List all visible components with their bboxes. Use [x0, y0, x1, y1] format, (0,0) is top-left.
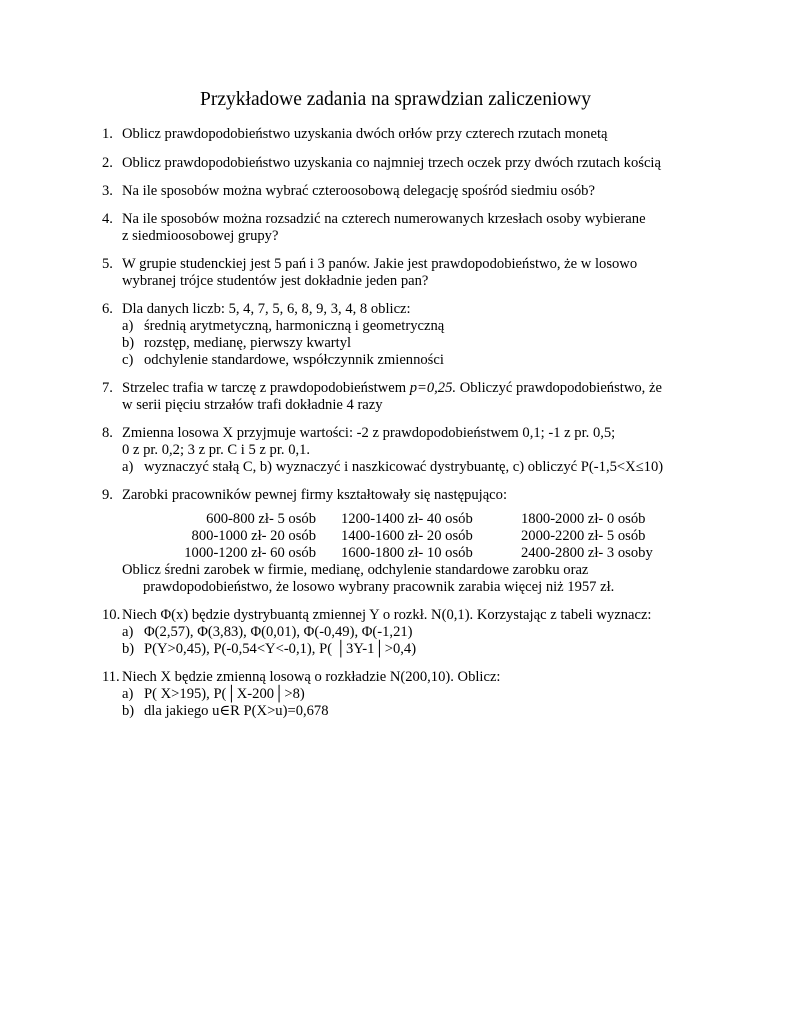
salary-cell: 1800-2000 zł- 0 osób: [521, 511, 646, 527]
task-number: 1.: [102, 126, 113, 142]
sub-text: Φ(2,57), Φ(3,83), Φ(0,01), Φ(-0,49), Φ(-1,21): [144, 624, 413, 640]
salary-cell: 1000-1200 zł- 60 osób: [184, 545, 316, 561]
salary-cell: 600-800 zł- 5 osób: [206, 511, 316, 527]
task-number: 4.: [102, 211, 113, 227]
task-number: 6.: [102, 301, 113, 317]
sub-text: P(Y>0,45), P(-0,54<Y<-0,1), P( │3Y-1│>0,4): [144, 641, 417, 657]
task-text-part: Strzelec trafia w tarczę z prawdopodobieństwem: [122, 380, 410, 396]
task-number: 11.: [102, 669, 120, 685]
salary-cell: 800-1000 zł- 20 osób: [191, 528, 316, 544]
task-number: 7.: [102, 380, 113, 396]
sub-label: b): [122, 641, 135, 657]
task-text: Oblicz średni zarobek w firmie, medianę, odchylenie standardowe zarobku oraz: [122, 562, 589, 578]
task-text: Na ile sposobów można rozsadzić na czterech numerowanych krzesłach osoby wybierane: [122, 211, 646, 227]
task-text: [122, 380, 662, 397]
sub-text: P( X>195), P(│X-200│>8): [144, 686, 305, 702]
salary-cell: 1200-1400 zł- 40 osób: [341, 511, 473, 527]
task-text: Na ile sposobów można wybrać czteroosobową delegację spośród siedmiu osób?: [122, 183, 595, 199]
task-text: w serii pięciu strzałów trafi dokładnie 4 razy: [122, 397, 383, 413]
task-number: 10.: [102, 607, 121, 623]
sub-text: średnią arytmetyczną, harmoniczną i geometryczną: [144, 318, 445, 334]
sub-text: dla jakiego u∈R P(X>u)=0,678: [144, 703, 329, 719]
sub-label: c): [122, 352, 134, 368]
task-number: 9.: [102, 487, 113, 503]
page-title: Przykładowe zadania na sprawdzian zaliczeniowy: [200, 89, 591, 110]
task-text: Zarobki pracowników pewnej firmy kształtowały się następująco:: [122, 487, 507, 503]
sub-label: a): [122, 318, 134, 334]
task-text: Niech Φ(x) będzie dystrybuantą zmiennej Y o rozkł. N(0,1). Korzystając z tabeli wyznacz:: [122, 607, 652, 623]
task-text: Oblicz prawdopodobieństwo uzyskania dwóch orłów przy czterech rzutach monetą: [122, 126, 608, 142]
task-text: Oblicz prawdopodobieństwo uzyskania co najmniej trzech oczek przy dwóch rzutach kością: [122, 155, 661, 171]
task-number: 5.: [102, 256, 113, 272]
task-number: 3.: [102, 183, 113, 199]
salary-cell: 2000-2200 zł- 5 osób: [521, 528, 646, 544]
task-text: z siedmioosobowej grupy?: [122, 228, 279, 244]
task-text: prawdopodobieństwo, że losowo wybrany pracownik zarabia więcej niż 1957 zł.: [143, 579, 615, 595]
sub-label: a): [122, 459, 134, 475]
task-number: 2.: [102, 155, 113, 171]
sub-label: a): [122, 624, 134, 640]
sub-text: wyznaczyć stałą C, b) wyznaczyć i naszkicować dystrybuantę, c) obliczyć P(-1,5<X≤10): [144, 459, 664, 475]
task-text-part: Obliczyć prawdopodobieństwo, że: [456, 380, 662, 396]
salary-cell: 1400-1600 zł- 20 osób: [341, 528, 473, 544]
salary-cell: 2400-2800 zł- 3 osoby: [521, 545, 653, 561]
sub-label: b): [122, 335, 135, 351]
task-text: 0 z pr. 0,2; 3 z pr. C i 5 z pr. 0,1.: [122, 442, 311, 458]
task-text: Niech X będzie zmienną losową o rozkładzie N(200,10). Oblicz:: [122, 669, 501, 685]
sub-label: b): [122, 703, 135, 719]
task-text: wybranej trójce studentów jest dokładnie jeden pan?: [122, 273, 429, 289]
task-text: W grupie studenckiej jest 5 pań i 3 panów. Jakie jest prawdopodobieństwo, że w losowo: [122, 256, 638, 272]
probability-expression: p=0,25.: [409, 380, 457, 396]
task-text: Dla danych liczb: 5, 4, 7, 5, 6, 8, 9, 3, 4, 8 oblicz:: [122, 301, 411, 317]
salary-cell: 1600-1800 zł- 10 osób: [341, 545, 473, 561]
task-number: 8.: [102, 425, 113, 441]
task-text: Zmienna losowa X przyjmuje wartości: -2 z prawdopodobieństwem 0,1; -1 z pr. 0,5;: [122, 425, 616, 441]
sub-text: odchylenie standardowe, współczynnik zmienności: [144, 352, 444, 368]
sub-text: rozstęp, medianę, pierwszy kwartyl: [144, 335, 352, 351]
sub-label: a): [122, 686, 134, 702]
